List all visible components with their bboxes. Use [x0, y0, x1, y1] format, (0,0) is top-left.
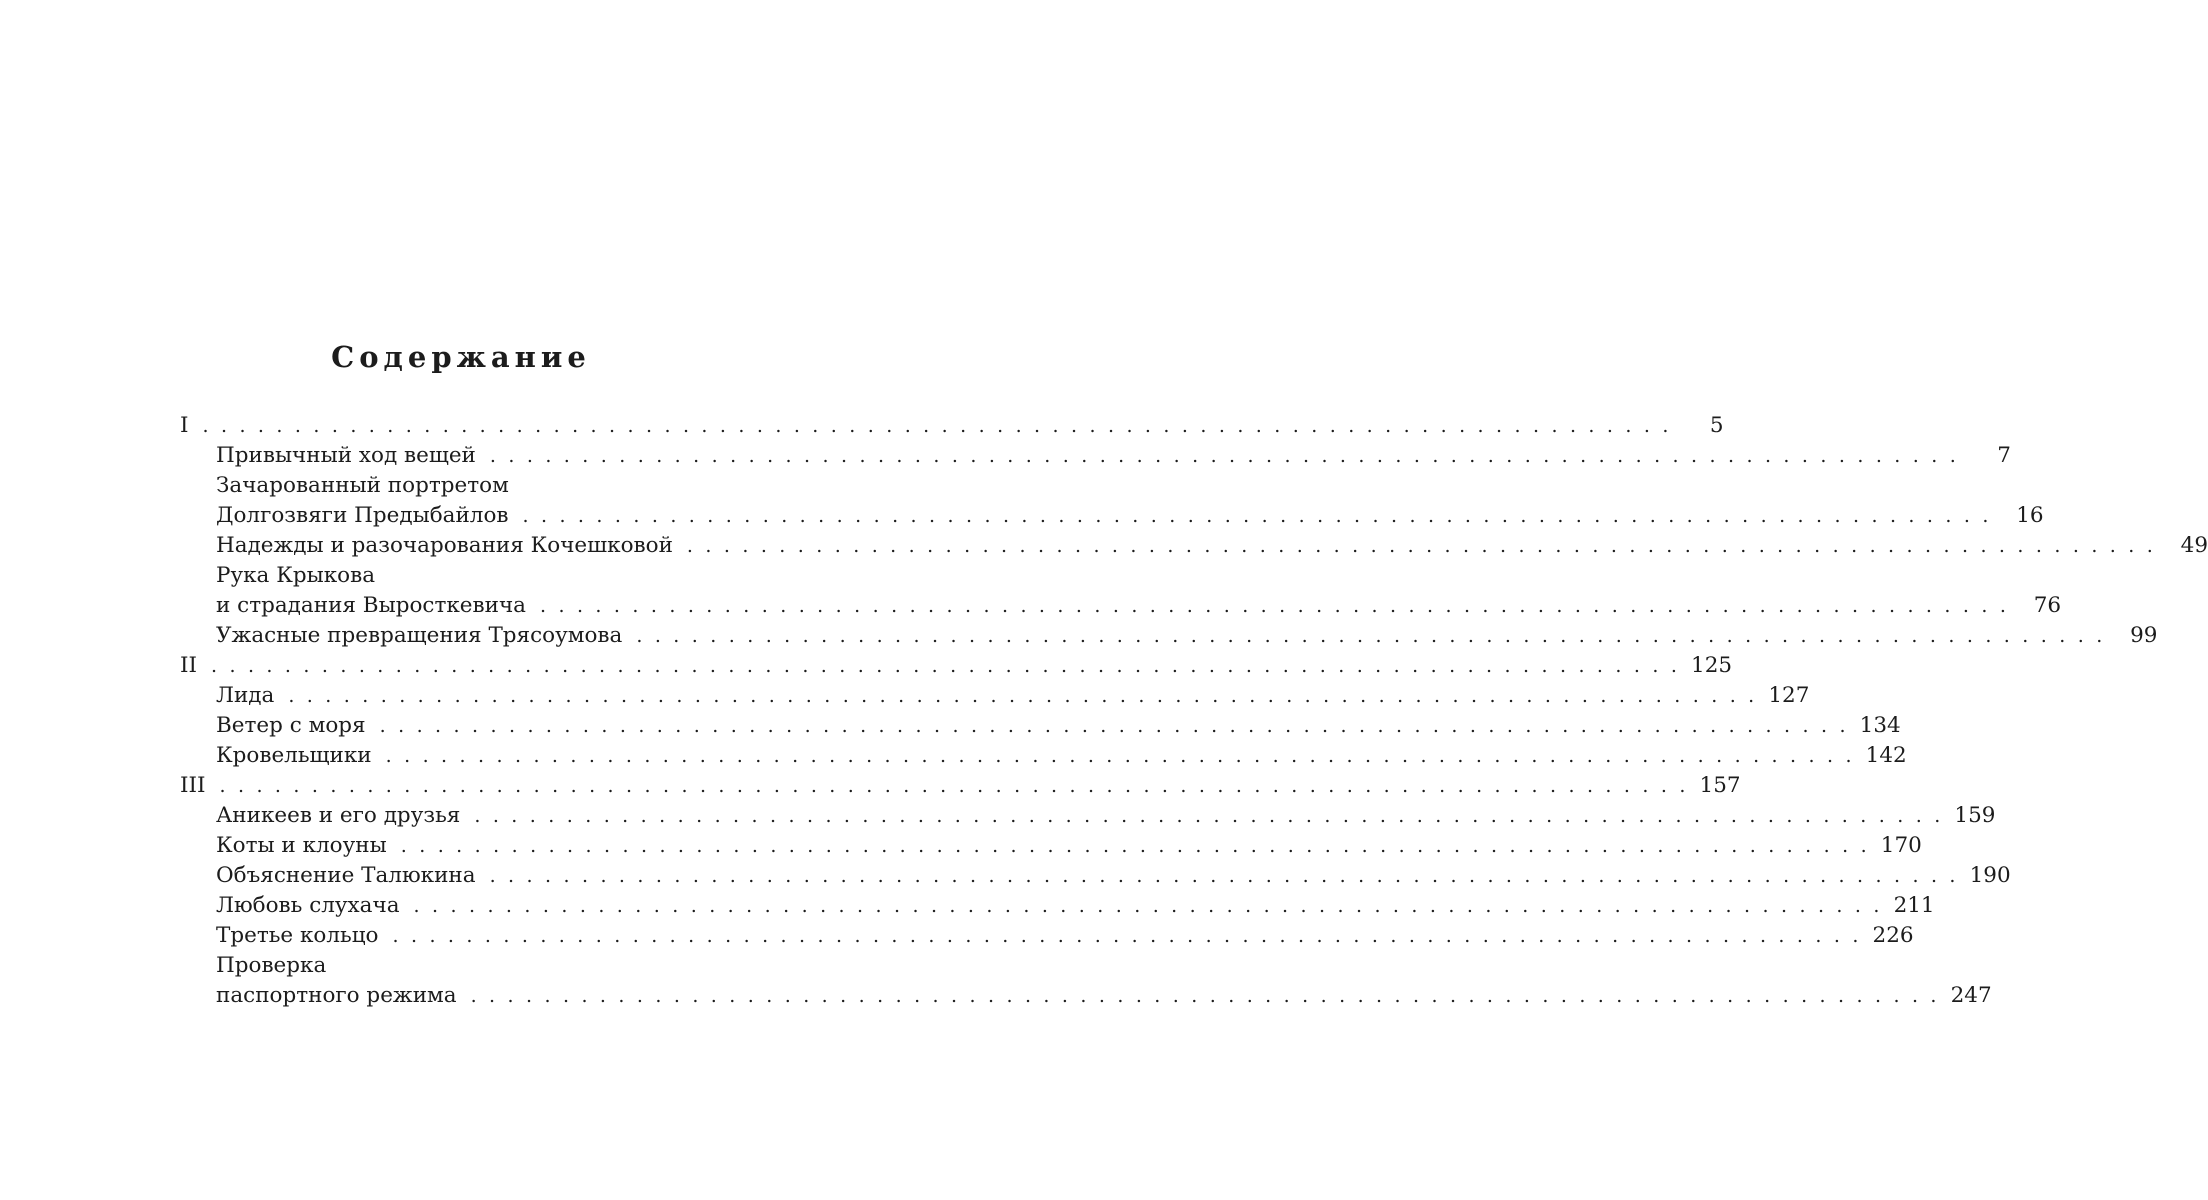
toc-entry-title: I: [180, 413, 189, 438]
toc-page-number: 247: [1950, 983, 1992, 1008]
toc-page-number: 211: [1893, 893, 1935, 918]
toc-entry-title: Привычный ход вещей: [216, 443, 476, 468]
toc-entry-title: Лида: [216, 683, 275, 708]
toc-entry-row: [180, 591, 2062, 621]
toc-page-number: 7: [1997, 443, 2011, 468]
dot-leader: . . . . . . . . . . . . . . . . . . . . . . . . . . . . . . . . . . . . . . . . . . . . . . . . . . . . . . . . . . . . . . . . . . . . . . . . . . . . . . . .: [413, 895, 1883, 917]
toc-page-number: 170: [1880, 833, 1922, 858]
toc-entry-row: [180, 891, 1935, 921]
dot-leader: . . . . . . . . . . . . . . . . . . . . . . . . . . . . . . . . . . . . . . . . . . . . . . . . . . . . . . . . . . . . . . . . . . . . . . . . . . . . . . . .: [522, 505, 1992, 527]
dot-leader: . . . . . . . . . . . . . . . . . . . . . . . . . . . . . . . . . . . . . . . . . . . . . . . . . . . . . . . . . . . . . . . . . . . . . . . . . . . . . . . .: [489, 445, 1959, 467]
toc-entry-row: [180, 921, 1914, 951]
dot-leader: . . . . . . . . . . . . . . . . . . . . . . . . . . . . . . . . . . . . . . . . . . . . . . . . . . . . . . . . . . . . . . . . . . . . . . . . . . . . . . . .: [636, 625, 2106, 647]
toc-page-number: 226: [1872, 923, 1914, 948]
toc-entry-title: и страдания Выросткевича: [216, 593, 526, 618]
toc-entry-title: Ужасные превращения Трясоумова: [216, 623, 623, 648]
toc-page-number: 190: [1969, 863, 2011, 888]
toc-part-row: [180, 771, 1741, 801]
toc-entry-row: [180, 741, 1907, 771]
toc-page-number: 157: [1699, 773, 1741, 798]
dot-leader: . . . . . . . . . . . . . . . . . . . . . . . . . . . . . . . . . . . . . . . . . . . . . . . . . . . . . . . . . . . . . . . . . . . . . . . . . . . . . . . .: [474, 805, 1944, 827]
toc-page-number: 49: [2180, 533, 2208, 558]
dot-leader: . . . . . . . . . . . . . . . . . . . . . . . . . . . . . . . . . . . . . . . . . . . . . . . . . . . . . . . . . . . . . . . . . . . . . . . . . . . . . . . .: [219, 775, 1689, 797]
toc-page-number: 76: [2033, 593, 2062, 618]
dot-leader: . . . . . . . . . . . . . . . . . . . . . . . . . . . . . . . . . . . . . . . . . . . . . . . . . . . . . . . . . . . . . . . . . . . . . . . . . . . . . . . .: [211, 655, 1681, 677]
toc-entry-title: Кровельщики: [216, 743, 372, 768]
dot-leader: . . . . . . . . . . . . . . . . . . . . . . . . . . . . . . . . . . . . . . . . . . . . . . . . . . . . . . . . . . . . . . . . . . . . . . . . . . . . . . . .: [202, 415, 1672, 437]
toc-page-number: 127: [1768, 683, 1810, 708]
toc-entry-row: [180, 621, 2158, 651]
dot-leader: . . . . . . . . . . . . . . . . . . . . . . . . . . . . . . . . . . . . . . . . . . . . . . . . . . . . . . . . . . . . . . . . . . . . . . . . . . . . . . . .: [686, 535, 2156, 557]
toc-entry-row: [180, 681, 1810, 711]
toc-entry-title: Ветер с моря: [216, 713, 366, 738]
toc-entry-title: Надежды и разочарования Кочешковой: [216, 533, 673, 558]
toc-entry-title: III: [180, 773, 206, 798]
dot-leader: . . . . . . . . . . . . . . . . . . . . . . . . . . . . . . . . . . . . . . . . . . . . . . . . . . . . . . . . . . . . . . . . . . . . . . . . . . . . . . . .: [470, 985, 1940, 1007]
toc-entry-row: [180, 951, 762, 981]
toc-part-row: [180, 651, 1733, 681]
toc-entry-title: Рука Крыкова: [216, 563, 376, 588]
toc-entry-title: II: [180, 653, 197, 678]
toc-entry-row: [180, 501, 2044, 531]
toc-entry-title: Любовь слухача: [216, 893, 400, 918]
toc-entry-title: Аникеев и его друзья: [216, 803, 461, 828]
toc-entry-row: [180, 531, 2208, 561]
toc-entry-title: Третье кольцо: [216, 923, 379, 948]
dot-leader: . . . . . . . . . . . . . . . . . . . . . . . . . . . . . . . . . . . . . . . . . . . . . . . . . . . . . . . . . . . . . . . . . . . . . . . . . . . . . . . .: [400, 835, 1870, 857]
toc-entry-title: Объяснение Талюкина: [216, 863, 476, 888]
toc-entry-title: Зачарованный портретом: [216, 473, 509, 498]
toc-title: Содержание: [331, 340, 591, 374]
toc-page-number: 142: [1865, 743, 1907, 768]
toc-entry-row: [180, 441, 2011, 471]
toc-page-number: 159: [1954, 803, 1996, 828]
toc-part-row: [180, 411, 1724, 441]
toc-entry-row: [180, 981, 1992, 1011]
toc-entry-row: [180, 801, 1996, 831]
dot-leader: . . . . . . . . . . . . . . . . . . . . . . . . . . . . . . . . . . . . . . . . . . . . . . . . . . . . . . . . . . . . . . . . . . . . . . . . . . . . . . . .: [489, 865, 1959, 887]
dot-leader: . . . . . . . . . . . . . . . . . . . . . . . . . . . . . . . . . . . . . . . . . . . . . . . . . . . . . . . . . . . . . . . . . . . . . . . . . . . . . . . .: [392, 925, 1862, 947]
toc-entry-title: Коты и клоуны: [216, 833, 387, 858]
toc-page-number: 125: [1691, 653, 1733, 678]
toc-page-number: 99: [2130, 623, 2158, 648]
toc-page-number: 5: [1709, 413, 1724, 438]
toc-entry-row: [180, 471, 762, 501]
toc-page-number: 16: [2016, 503, 2044, 528]
toc-entry-title: паспортного режима: [216, 983, 457, 1008]
toc-entry-row: [180, 561, 762, 591]
toc-entry-row: [180, 711, 1901, 741]
toc-entry-row: [180, 831, 1922, 861]
toc-page-number: 134: [1859, 713, 1901, 738]
dot-leader: . . . . . . . . . . . . . . . . . . . . . . . . . . . . . . . . . . . . . . . . . . . . . . . . . . . . . . . . . . . . . . . . . . . . . . . . . . . . . . . .: [385, 745, 1855, 767]
toc-entry-row: [180, 861, 2011, 891]
table-of-contents: [180, 411, 2208, 1011]
toc-entry-title: Долгозвяги Предыбайлов: [216, 503, 509, 528]
dot-leader: . . . . . . . . . . . . . . . . . . . . . . . . . . . . . . . . . . . . . . . . . . . . . . . . . . . . . . . . . . . . . . . . . . . . . . . . . . . . . . . .: [379, 715, 1849, 737]
toc-entry-title: Проверка: [216, 953, 327, 978]
dot-leader: . . . . . . . . . . . . . . . . . . . . . . . . . . . . . . . . . . . . . . . . . . . . . . . . . . . . . . . . . . . . . . . . . . . . . . . . . . . . . . . .: [539, 595, 2010, 617]
dot-leader: . . . . . . . . . . . . . . . . . . . . . . . . . . . . . . . . . . . . . . . . . . . . . . . . . . . . . . . . . . . . . . . . . . . . . . . . . . . . . . . .: [288, 685, 1758, 707]
